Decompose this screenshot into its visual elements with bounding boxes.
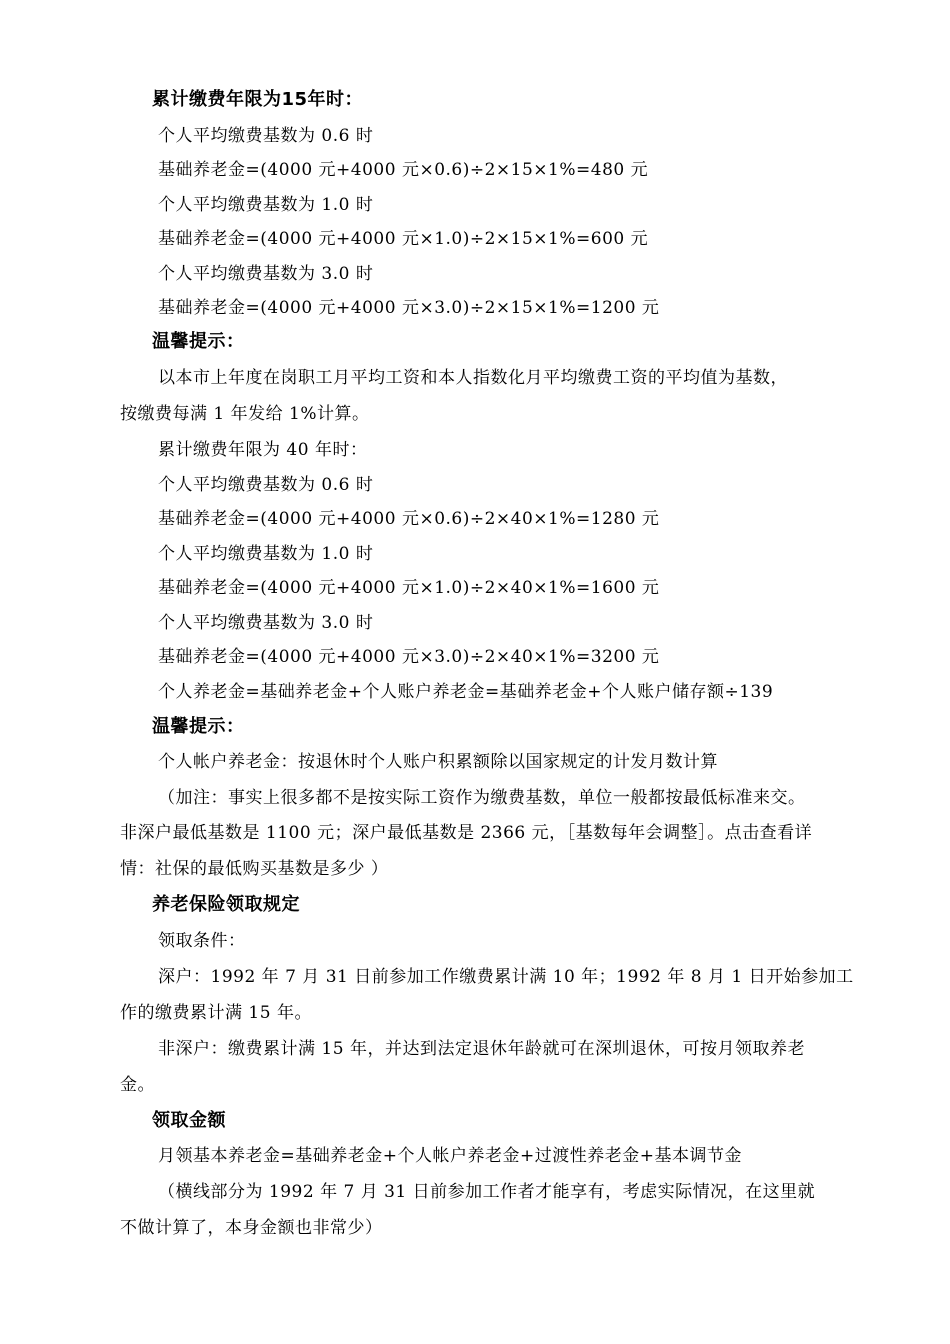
amount-text: （横线部分为 1992 年 7 月 31 日前参加工作者才能享有，考虑实际情况，在这里就 (158, 1182, 816, 1202)
tip2-text: 情：社保的最低购买基数是多少 ） (120, 859, 389, 879)
line: 基础养老金=(4000 元+4000 元×0.6)÷2×40×1%=1280 元 (158, 509, 660, 529)
amount-text: 月领基本养老金=基础养老金+个人帐户养老金+过渡性养老金+基本调节金 (158, 1146, 742, 1166)
line: 基础养老金=(4000 元+4000 元×3.0)÷2×40×1%=3200 元 (158, 647, 660, 667)
line: 基础养老金=(4000 元+4000 元×1.0)÷2×40×1%=1600 元 (158, 578, 660, 598)
line: 基础养老金=(4000 元+4000 元×3.0)÷2×15×1%=1200 元 (158, 298, 660, 318)
line: 个人平均缴费基数为 3.0 时 (158, 264, 374, 284)
tip2-text: 个人帐户养老金：按退休时个人账户积累额除以国家规定的计发月数计算 (158, 752, 718, 772)
line: 个人平均缴费基数为 0.6 时 (158, 475, 374, 495)
tip2-text: 非深户最低基数是 1100 元；深户最低基数是 2366 元，［基数每年会调整］。点击查看详 (120, 823, 813, 843)
amount-text: 不做计算了，本身金额也非常少） (120, 1218, 383, 1238)
heading-40-years: 累计缴费年限为 40 年时： (158, 440, 368, 460)
tip1-text: 按缴费每满 1 年发给 1%计算。 (120, 404, 370, 424)
line: 个人养老金=基础养老金+个人账户养老金=基础养老金+个人账户储存额÷139 (158, 682, 774, 702)
tip2-heading: 温馨提示： (152, 716, 245, 737)
tip1-text: 以本市上年度在岗职工月平均工资和本人指数化月平均缴费工资的平均值为基数， (158, 368, 788, 388)
heading-15-years: 累计缴费年限为15年时： (152, 89, 364, 110)
line: 基础养老金=(4000 元+4000 元×0.6)÷2×15×1%=480 元 (158, 160, 649, 180)
tip2-text: （加注：事实上很多都不是按实际工资作为缴费基数，单位一般都按最低标准来交。 (158, 788, 806, 808)
line: 个人平均缴费基数为 1.0 时 (158, 195, 374, 215)
rules-text: 作的缴费累计满 15 年。 (120, 1003, 312, 1023)
rules-text: 金。 (120, 1075, 155, 1095)
line: 个人平均缴费基数为 3.0 时 (158, 613, 374, 633)
line: 个人平均缴费基数为 0.6 时 (158, 126, 374, 146)
rules-text: 深户：1992 年 7 月 31 日前参加工作缴费累计满 10 年；1992 年 8 月 1 日开始参加工 (158, 967, 854, 987)
rules-heading: 养老保险领取规定 (152, 894, 300, 915)
line: 基础养老金=(4000 元+4000 元×1.0)÷2×15×1%=600 元 (158, 229, 649, 249)
tip1-heading: 温馨提示： (152, 331, 245, 352)
rules-text: 领取条件： (158, 931, 246, 951)
rules-text: 非深户：缴费累计满 15 年，并达到法定退休年龄就可在深圳退休，可按月领取养老 (158, 1039, 805, 1059)
amount-heading: 领取金额 (152, 1110, 226, 1131)
line: 个人平均缴费基数为 1.0 时 (158, 544, 374, 564)
